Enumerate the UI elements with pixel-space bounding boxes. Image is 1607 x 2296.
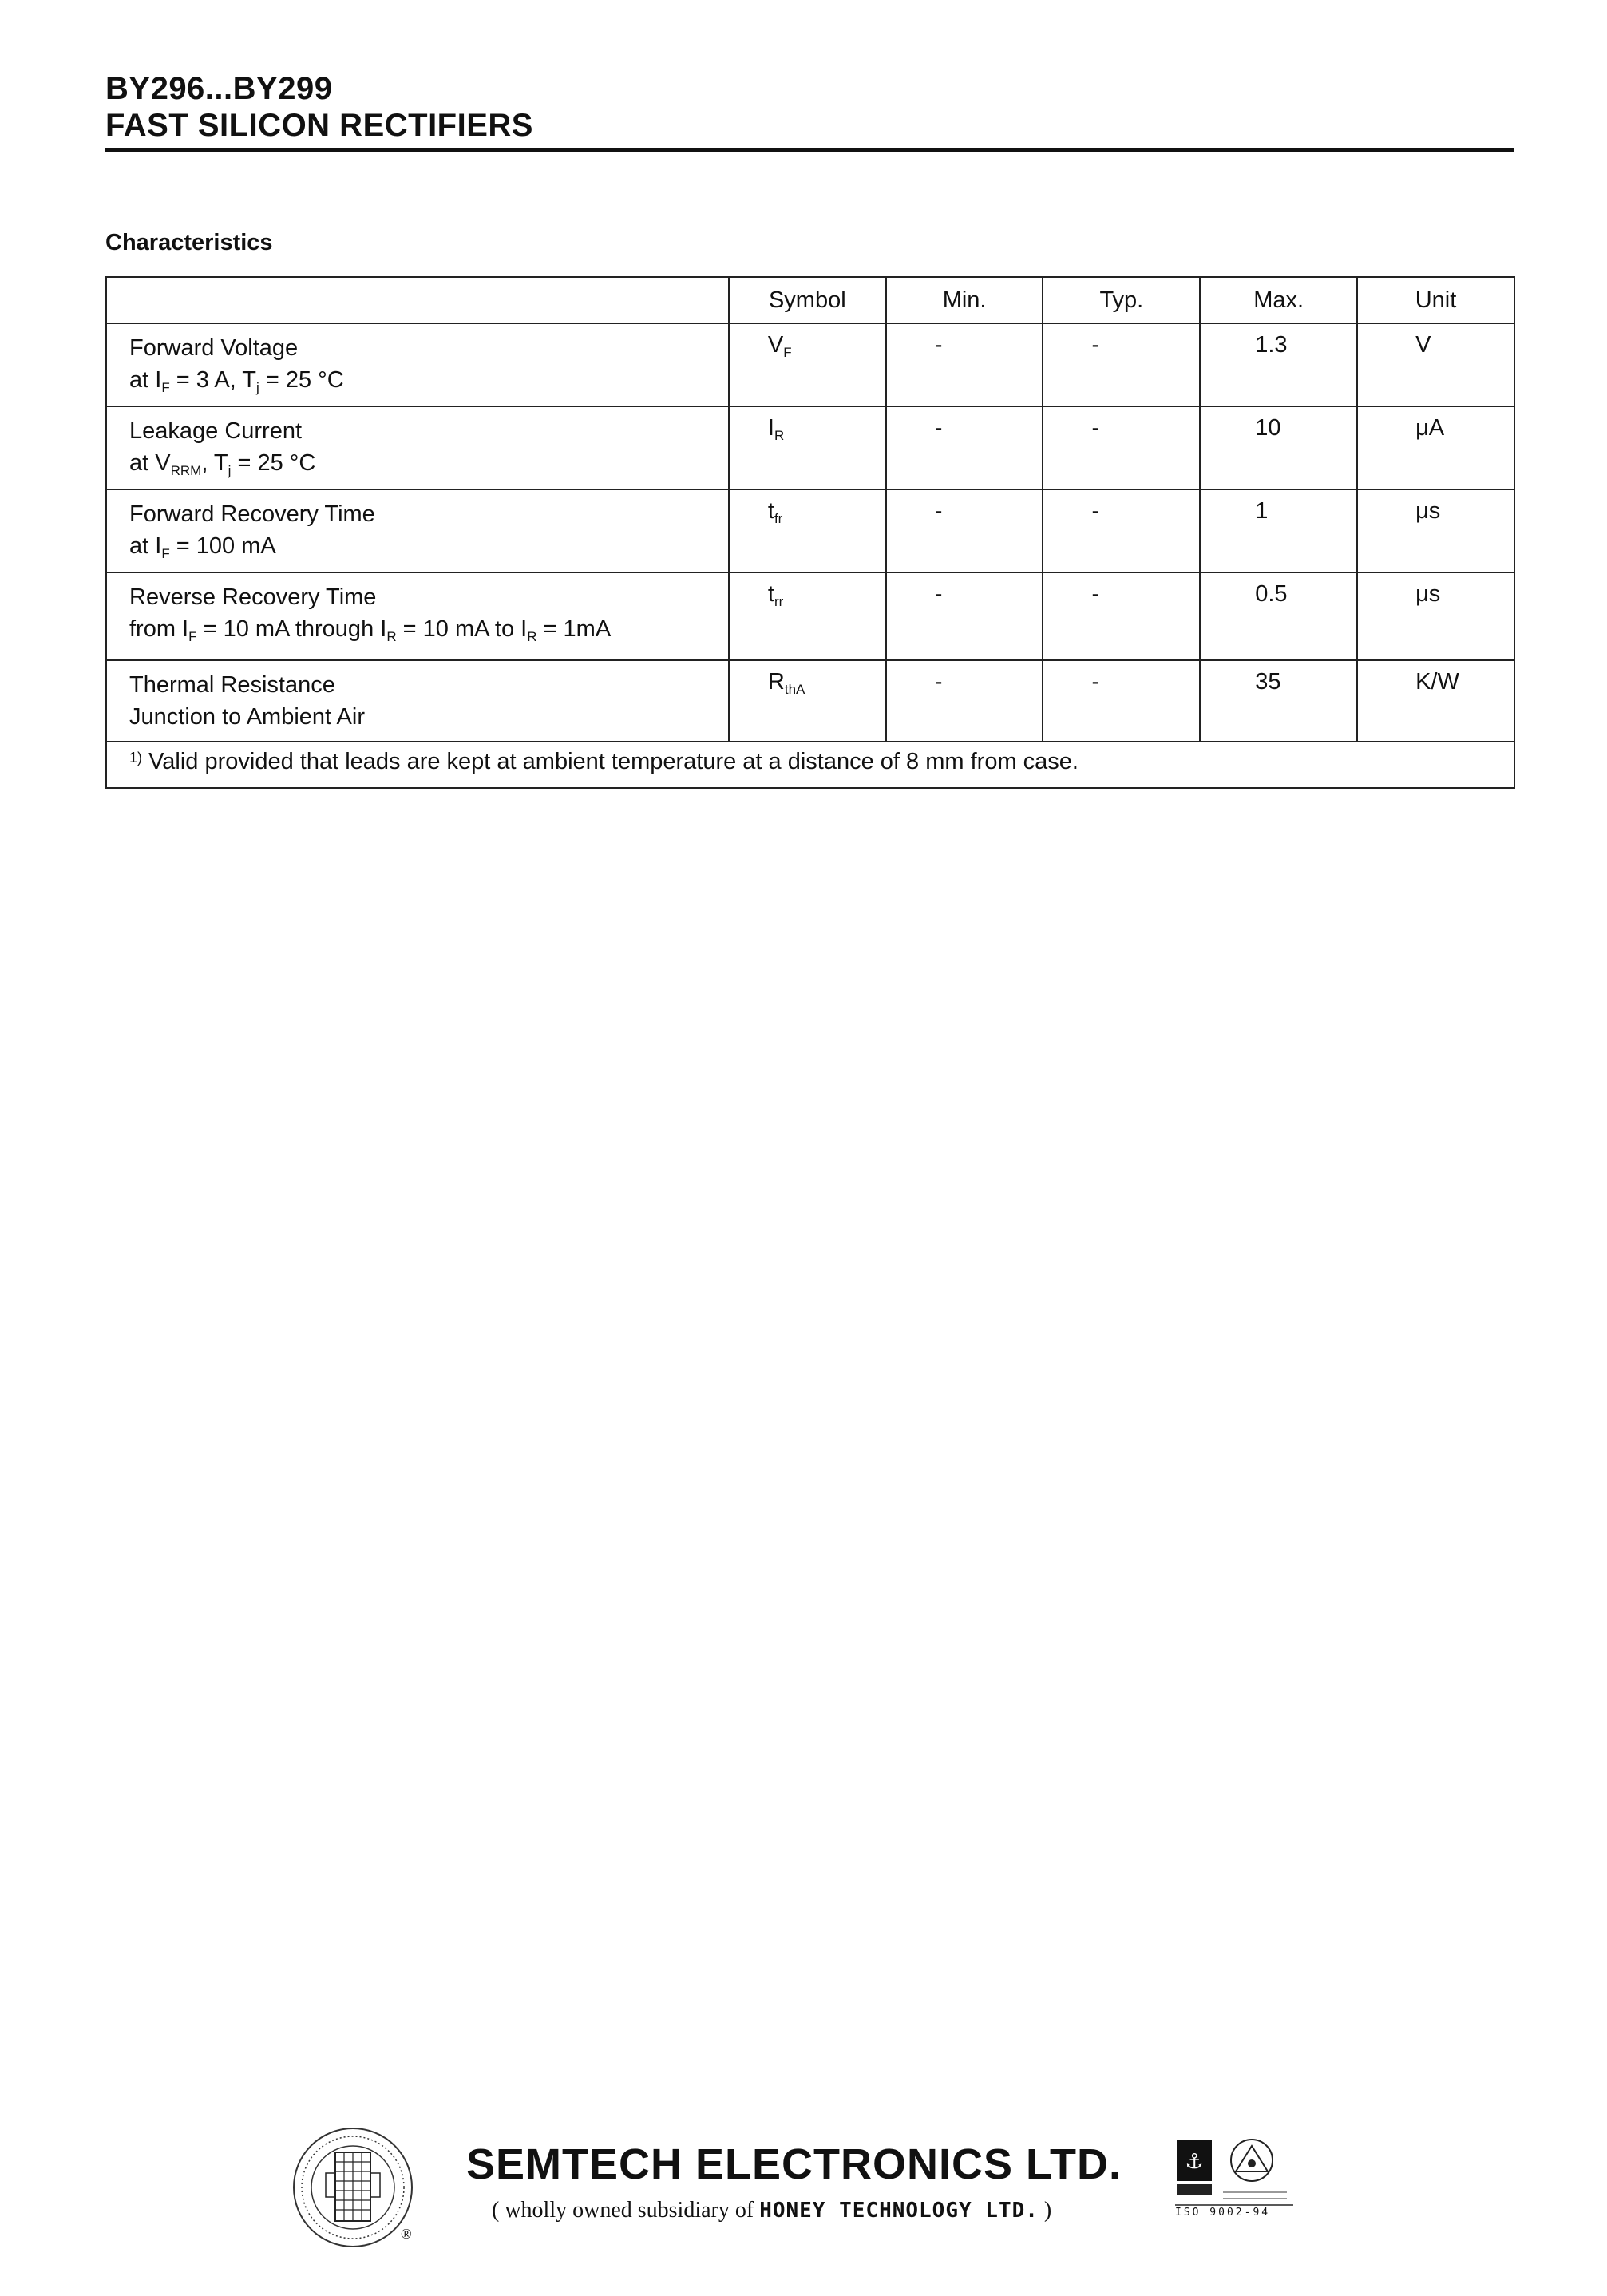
characteristics-table: [105, 276, 1515, 789]
table-header-row: [106, 277, 1514, 323]
parameter-cell: [106, 406, 729, 489]
unit-cell: μA: [1357, 406, 1514, 489]
table-row: [106, 489, 1514, 572]
column-header-symbol: Symbol: [729, 277, 886, 323]
iso-certification-icon: [1175, 2136, 1295, 2232]
max-cell: 10: [1200, 406, 1357, 489]
min-cell: -: [886, 406, 1043, 489]
column-header-typ: Typ.: [1043, 277, 1200, 323]
unit-cell: μs: [1357, 489, 1514, 572]
parameter-condition: from $I_F = 10$ mA through $I_R = 10$ mA to $I_R = 1mA$: [129, 616, 612, 644]
min-cell: -: [886, 323, 1043, 406]
column-header-unit: Unit: [1357, 277, 1514, 323]
typ-cell: -: [1043, 406, 1200, 489]
max-cell: 1.3: [1200, 323, 1357, 406]
symbol-cell: $t_{fr}$: [729, 489, 886, 572]
parent-company-name: HONEY TECHNOLOGY LTD.: [759, 2199, 1039, 2223]
symbol-cell: $R_{thA}$: [729, 660, 886, 742]
document-title: [105, 70, 1514, 144]
part-number-title: BY296...BY299: [105, 71, 333, 106]
title-underline: [105, 148, 1514, 152]
min-cell: -: [886, 489, 1043, 572]
column-header-max: Max.: [1200, 277, 1357, 323]
unit-cell: μs: [1357, 572, 1514, 660]
parameter-name: Thermal Resistance: [129, 672, 335, 698]
unit-cell: V: [1357, 323, 1514, 406]
max-cell: 35: [1200, 660, 1357, 742]
table-row: [106, 406, 1514, 489]
footnote-text: Valid provided that leads are kept at ambient temperature at a distance of 8 mm from case.: [142, 749, 1079, 774]
semtech-logo-icon: [289, 2124, 417, 2251]
table-row: [106, 660, 1514, 742]
parameter-name: Reverse Recovery Time: [129, 584, 377, 610]
parameter-cell: [106, 660, 729, 742]
min-cell: -: [886, 660, 1043, 742]
registered-mark: ®: [401, 2226, 412, 2242]
table-row: [106, 572, 1514, 660]
footnote-row: [106, 742, 1514, 788]
max-cell: 1: [1200, 489, 1357, 572]
footnote-mark: 1): [129, 750, 143, 766]
parameter-cell: [106, 489, 729, 572]
parameter-cell: [106, 323, 729, 406]
parameter-name: Forward Voltage: [129, 335, 299, 361]
page-footer: [0, 2116, 1607, 2259]
subsidiary-note: ( wholly owned subsidiary of HONEY TECHNOLOGY LTD. ): [492, 2198, 1052, 2223]
symbol-cell: $V_F$: [729, 323, 886, 406]
typ-cell: -: [1043, 660, 1200, 742]
svg-text:⚓: ⚓: [1185, 2150, 1204, 2174]
section-heading: Characteristics: [105, 230, 273, 255]
company-name: SEMTECH ELECTRONICS LTD.: [466, 2140, 1122, 2188]
table-row: [106, 323, 1514, 406]
typ-cell: -: [1043, 323, 1200, 406]
parameter-condition: at $V_{RRM}$, $T_j = 25$ °C: [129, 450, 316, 478]
parameter-name: Leakage Current: [129, 418, 303, 444]
typ-cell: -: [1043, 489, 1200, 572]
typ-cell: -: [1043, 572, 1200, 660]
max-cell: 0.5: [1200, 572, 1357, 660]
iso-label: ISO 9002-94: [1175, 2207, 1271, 2219]
column-header-min: Min.: [886, 277, 1043, 323]
footnote: [106, 742, 1514, 788]
parameter-condition: at $I_F = 3$ A, $T_j = 25$ °C: [129, 367, 344, 395]
parameter-condition: at $I_F = 100$ mA: [129, 533, 276, 561]
parameter-cell: [106, 572, 729, 660]
parameter-condition: Junction to Ambient Air: [129, 704, 365, 730]
unit-cell: K/W: [1357, 660, 1514, 742]
product-description-title: FAST SILICON RECTIFIERS: [105, 108, 533, 143]
min-cell: -: [886, 572, 1043, 660]
column-header-parameter: [106, 277, 729, 323]
parameter-name: Forward Recovery Time: [129, 501, 375, 527]
symbol-cell: $I_R$: [729, 406, 886, 489]
symbol-cell: $t_{rr}$: [729, 572, 886, 660]
